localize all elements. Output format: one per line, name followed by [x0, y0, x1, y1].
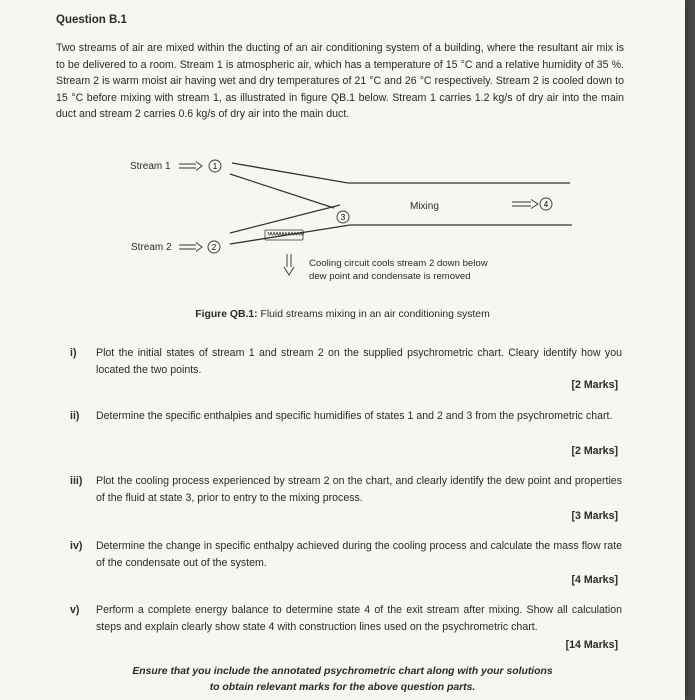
part-number: iii) [70, 475, 83, 487]
part-text: Determine the specific enthalpies and specific humidifies of states 1 and 2 and 3 from the psychrometric chart. [96, 410, 613, 422]
stream2-label: Stream 2 [131, 242, 172, 253]
state2-number: 2 [211, 243, 217, 252]
footer-line2: to obtain relevant marks for the above question parts. [209, 682, 476, 693]
part-number: i) [70, 347, 77, 359]
question-intro: Two streams of air are mixed within the ducting of an air conditioning system of a building, where the resultant air mix is to be delivered to a room. Stream 1 is atmospheric air, which has a temperature of 15 °C and a relative humidity of 35 %. Stream 2 is warm moist air having wet and dry temperatures of 21 °C and 26 °C respectively. Stream 2 is cooled down to 15 °C before mixing with stream 1, as illustrated in figure QB.1 below. Stream 1 carries 1.2 kg/s of dry air into the main duct and stream 2 carries 0.6 kg/s of dry air into the main duct. [56, 42, 624, 120]
duct-top-wall [232, 163, 570, 183]
mixing-label: Mixing [410, 201, 439, 212]
part-number: iv) [70, 540, 83, 552]
condensate-arrow-icon [284, 254, 294, 275]
cooling-note-line2: dew point and condensate is removed [309, 271, 471, 282]
question-title: Question B.1 [56, 14, 127, 26]
part-text: Perform a complete energy balance to determine state 4 of the exit stream after mixing. Show all calculation steps and explain clearly show state 4 with construction lines used on the psychrometric chart. [96, 604, 622, 633]
exit-arrow-icon [512, 200, 538, 209]
caption-text: Fluid streams mixing in an air conditioning system [257, 309, 490, 320]
state3-number: 3 [340, 213, 346, 222]
stream1-arrow-icon [179, 162, 202, 171]
part-text: Plot the cooling process experienced by stream 2 on the chart, and clearly identify the dew point and properties of the fluid at state 3, prior to entry to the mixing process. [96, 475, 622, 504]
part-text: Determine the change in specific enthalpy achieved during the cooling process and calculate the mass flow rate of the condensate out of the system. [96, 540, 622, 569]
part-marks: [2 Marks] [571, 445, 618, 457]
part-text: Plot the initial states of stream 1 and stream 2 on the supplied psychrometric chart. Cleary identify how you located the two points. [96, 347, 622, 376]
state4-number: 4 [543, 200, 549, 209]
state1-number: 1 [212, 162, 218, 171]
stream2-arrow-icon [179, 243, 202, 252]
footer-line1: Ensure that you include the annotated psychrometric chart along with your solutions [132, 666, 553, 677]
cooling-note-line1: Cooling circuit cools stream 2 down below [309, 258, 488, 269]
part-number: ii) [70, 410, 80, 422]
caption-label: Figure QB.1: [195, 309, 258, 320]
cooling-coil-icon [265, 230, 304, 240]
mixing-diagram [0, 150, 685, 300]
part-number: v) [70, 604, 80, 616]
footer-instruction [0, 664, 685, 696]
part-marks: [14 Marks] [565, 639, 618, 651]
part-marks: [3 Marks] [571, 510, 618, 522]
part-marks: [4 Marks] [571, 574, 618, 586]
stream1-label: Stream 1 [130, 161, 171, 172]
part-marks: [2 Marks] [571, 379, 618, 391]
figure-caption [0, 309, 685, 320]
duct-divider-upper [230, 174, 334, 208]
